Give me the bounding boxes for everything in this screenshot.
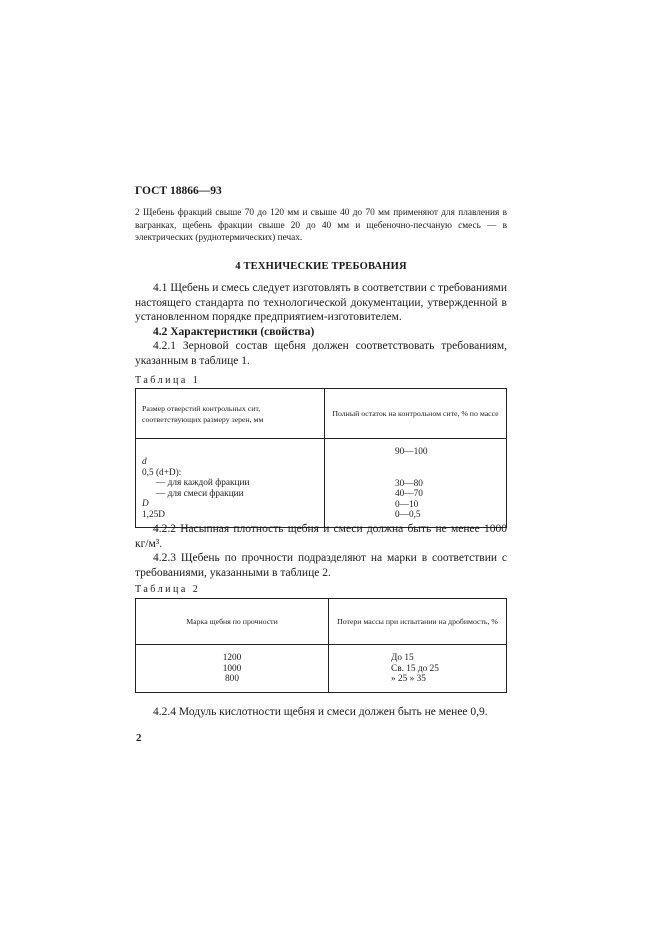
table-1-value-column [325,439,507,528]
table-1-header-residue: Полный остаток на контрольном сите, % по массе [325,389,507,439]
paragraph-4-2-1: 4.2.1 Зерновой состав щебня должен соответствовать требованиям, указанным в таблице 1. [135,340,507,367]
paragraph-4-1: 4.1 Щебень и смесь следует изготовлять в соответствии с требованиями настоящего стандарта по технологической документации, утвержденной в установленном порядке предприятием-изготовителем. [135,282,507,323]
table-1-size-column [136,439,325,528]
table-cell: 90—100 [395,447,428,457]
table-2-loss-column [329,645,507,693]
table-1-caption: Таблица 1 [135,375,201,386]
table-cell: 1200 [222,653,242,663]
table-cell: 0—0,5 [395,510,421,520]
section-4-body [135,281,507,368]
table-cell: 1000 [222,663,242,674]
paragraph-4-2-2: 4.2.2 Насыпная плотность щебня и смеси должна быть не менее 1000 кг/м³. [135,523,507,550]
table-row: D [142,499,149,509]
table-row: — для смеси фракции [156,488,244,499]
table-cell: 0—10 [395,499,419,510]
note-text: 2 Щебень фракций свыше 70 до 120 мм и свыше 40 до 70 мм применяют для плавления в вагранках, щебень фракции свыше 20 до 40 мм и щебеночно-песчаную смесь — в электрических (руднотермических) печах. [135,208,507,243]
document-code: ГОСТ 18866—93 [135,185,222,197]
table-2-grade-column [136,645,329,693]
table-1-header-size: Размер отверстий контрольных сит, соответствующих размеру зерен, мм [136,389,325,439]
table-2-header-loss: Потери массы при испытании на дробимость, % [329,599,507,645]
table-2-header-grade: Марка щебня по прочности [136,599,329,645]
table-row: 1,25D [142,509,165,520]
table-2-caption: Таблица 2 [135,584,201,595]
section-title: 4 ТЕХНИЧЕСКИЕ ТРЕБОВАНИЯ [235,261,407,272]
table-row: d [142,457,147,467]
paragraph-4-2-4: 4.2.4 Модуль кислотности щебня и смеси должен быть не менее 0,9. [153,706,488,718]
table-cell: 30—80 [395,478,423,489]
table-cell: 800 [225,674,239,684]
page-number: 2 [136,732,142,744]
table-cell: До 15 [391,653,414,663]
table-cell: 40—70 [395,489,423,499]
note-paragraph [135,207,507,245]
subheading-4-2: 4.2 Характеристики (свойства) [153,325,315,338]
table-1 [135,388,507,528]
table-cell: Св. 15 до 25 [391,663,439,674]
table-2 [135,598,507,693]
table-row: — для каждой фракции [156,478,250,488]
section-end-body [135,705,507,720]
table-row: 0,5 (d+D): [142,467,182,478]
section-continued-body [135,522,507,580]
table-cell: » 25 » 35 [391,674,426,684]
paragraph-4-2-3: 4.2.3 Щебень по прочности подразделяют на марки в соответствии с требованиями, указанными в таблице 2. [135,552,507,579]
